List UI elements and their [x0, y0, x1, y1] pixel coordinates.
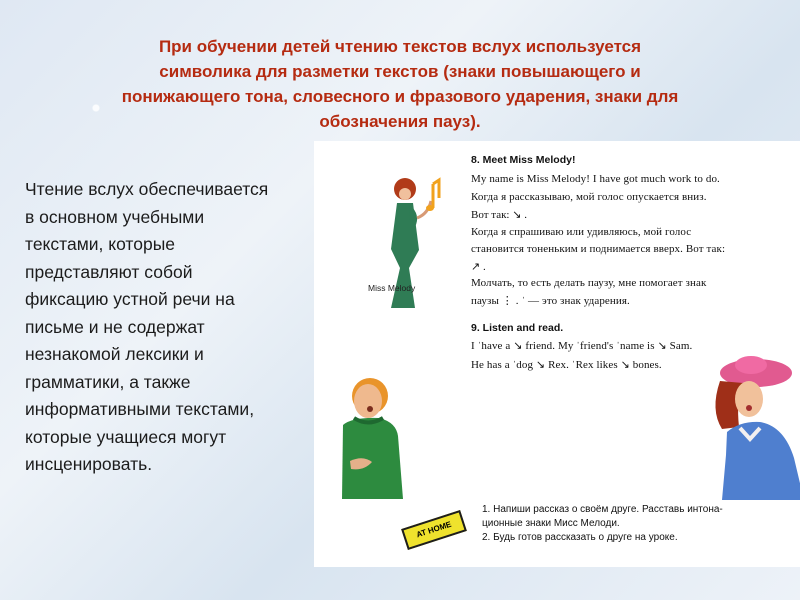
slide-title [20, 34, 780, 134]
sheet-line-4: Когда я спрашиваю или удивляюсь, мой голос [471, 226, 692, 238]
textbook-page [314, 141, 800, 567]
sheet-line-7: Молчать, то есть делать паузу, мне помогает знак [471, 277, 707, 289]
section-8-heading: 8. Meet Miss Melody! [471, 154, 576, 166]
girl-mouth-icon [746, 405, 752, 411]
exercise-footer [482, 503, 782, 545]
sheet-line-10: He has a ˈdog ↘ Rex. ˈRex likes ↘ bones. [471, 359, 662, 371]
sheet-line-9: I ˈhave a ↘ friend. My ˈfriend's ˈname is ↘ Sam. [471, 340, 693, 352]
miss-melody-caption: Miss Melody [368, 283, 416, 293]
music-note-head-icon [426, 205, 434, 211]
girl-face-icon [735, 381, 763, 417]
boy-mouth-icon [367, 406, 373, 412]
title-line-4: обозначения пауз). [319, 112, 481, 131]
footer-line-1: 1. Напиши рассказ о своём друге. Расставь интона- [482, 504, 723, 515]
sheet-line-6: ↗ . [471, 261, 486, 273]
miss-melody-illustration [361, 172, 481, 317]
sheet-line-1: My name is Miss Melody! I have got much work to do. [471, 173, 720, 185]
girl-dress-icon [722, 422, 800, 500]
footer-line-2: ционные знаки Мисс Мелоди. [482, 518, 620, 529]
section-9-heading: 9. Listen and read. [471, 322, 564, 334]
sheet-line-5: становится тоненьким и поднимается вверх. Вот так: [471, 243, 726, 255]
sheet-line-8: паузы ⋮ . ˈ — это знак ударения. [471, 295, 630, 307]
title-line-3: понижающего тона, словесного и фразового ударения, знаки для [121, 87, 679, 106]
title-line-1: При обучении детей чтению текстов вслух используется [158, 37, 642, 56]
boy-illustration [318, 361, 438, 501]
boy-face-icon [354, 384, 382, 418]
face-icon [399, 188, 411, 200]
footer-line-3: 2. Будь готов рассказать о друге на уроке. [482, 532, 678, 543]
at-home-sign: AT HOME [401, 510, 467, 550]
sheet-line-2: Когда я рассказываю, мой голос опускается вниз. [471, 191, 707, 203]
girl-illustration [702, 355, 800, 500]
hat-crown-icon [735, 356, 767, 374]
title-line-2: символика для разметки текстов (знаки повышающего и [159, 62, 641, 81]
boy-body-icon [342, 418, 403, 499]
music-note-icon [433, 180, 439, 208]
left-paragraph: Чтение вслух обеспечивается в основном учебными текстами, которые представляют собой фиксацию устной речи на письме и не содержат незнакомой лексики и грамматики, а также информативными текстами, которые учащиеся могут инсценировать. [25, 179, 269, 474]
sheet-line-3: Вот так: ↘ . [471, 209, 527, 221]
